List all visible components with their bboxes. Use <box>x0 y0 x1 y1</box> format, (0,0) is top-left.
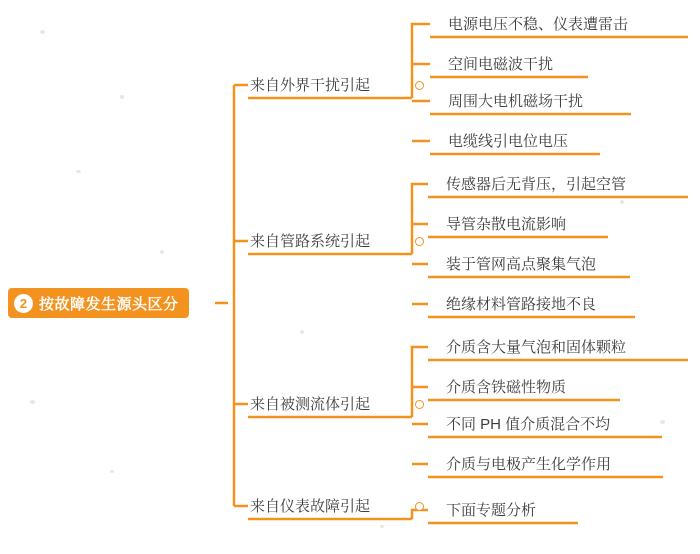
leaf-node[interactable] <box>448 11 628 37</box>
leaf-label: 装于管网高点聚集气泡 <box>446 255 597 273</box>
branch-label: 来自仪表故障引起 <box>250 497 371 515</box>
leaf-label: 电源电压不稳、仪表遭雷击 <box>448 15 629 33</box>
branch-node-external-interference[interactable] <box>250 72 370 98</box>
leaf-node[interactable] <box>446 291 596 317</box>
background-speck <box>620 200 624 204</box>
collapse-toggle-icon[interactable] <box>415 237 424 246</box>
background-speck <box>76 170 81 173</box>
background-speck <box>120 95 124 99</box>
leaf-node[interactable] <box>446 497 536 523</box>
background-speck <box>380 525 384 528</box>
leaf-node[interactable] <box>446 451 611 477</box>
leaf-node[interactable] <box>446 334 626 360</box>
leaf-node[interactable] <box>446 171 626 197</box>
leaf-label: 不同 PH 值介质混合不均 <box>446 415 611 433</box>
root-node[interactable] <box>8 288 189 318</box>
leaf-label: 导管杂散电流影响 <box>446 215 567 233</box>
collapse-toggle-icon[interactable] <box>415 502 424 511</box>
background-speck <box>660 420 665 424</box>
branch-node-pipeline-system[interactable] <box>250 228 370 254</box>
leaf-node[interactable] <box>448 88 583 114</box>
leaf-node[interactable] <box>446 374 566 400</box>
leaf-node[interactable] <box>446 251 596 277</box>
branch-node-measured-fluid[interactable] <box>250 391 370 417</box>
branch-label: 来自管路系统引起 <box>250 232 371 250</box>
leaf-node[interactable] <box>448 51 553 77</box>
branch-label: 来自外界干扰引起 <box>250 76 371 94</box>
leaf-label: 绝缘材料管路接地不良 <box>446 295 597 313</box>
leaf-label: 介质与电极产生化学作用 <box>446 455 612 473</box>
background-speck <box>300 330 304 334</box>
root-label: 按故障发生源头区分 <box>39 295 179 313</box>
background-speck <box>160 250 164 254</box>
leaf-node[interactable] <box>448 128 568 154</box>
leaf-label: 下面专题分析 <box>446 501 537 519</box>
leaf-label: 介质含大量气泡和固体颗粒 <box>446 338 627 356</box>
leaf-label: 传感器后无背压，引起空管 <box>446 175 627 193</box>
leaf-label: 电缆线引电位电压 <box>448 132 569 150</box>
branch-node-instrument-fault[interactable] <box>250 493 370 519</box>
branch-label: 来自被测流体引起 <box>250 395 371 413</box>
background-speck <box>30 400 35 404</box>
collapse-toggle-icon[interactable] <box>415 81 424 90</box>
leaf-label: 周围大电机磁场干扰 <box>448 92 584 110</box>
leaf-node[interactable] <box>446 211 566 237</box>
collapse-toggle-icon[interactable] <box>415 400 424 409</box>
background-speck <box>40 30 45 34</box>
leaf-node[interactable] <box>446 411 610 437</box>
leaf-label: 介质含铁磁性物质 <box>446 378 567 396</box>
leaf-label: 空间电磁波干扰 <box>448 55 554 73</box>
root-number-badge: 2 <box>14 294 33 313</box>
background-speck <box>110 470 114 473</box>
